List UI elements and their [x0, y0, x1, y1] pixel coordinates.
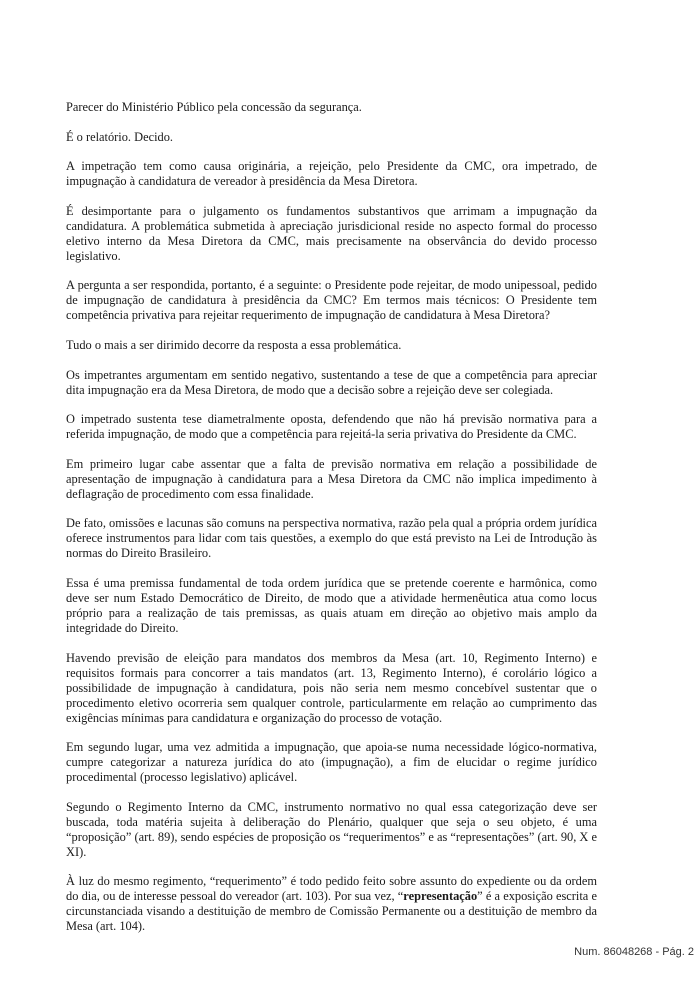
paragraph-last [66, 874, 597, 934]
page-footer-reference: Num. 86048268 - Pág. 2 [574, 946, 694, 958]
paragraph: Em primeiro lugar cabe assentar que a falta de previsão normativa em relação a possibilidade de apresentação de impugnação à candidatura para a Mesa Diretora da CMC não implica impedimento à deflagração de procedimento com essa finalidade. [66, 456, 597, 501]
paragraph-text: À luz do mesmo regimento, “requerimento” é todo pedido feito sobre assunto do expediente ou da ordem do dia, ou de interesse pessoal do vereador (art. 103). Por sua vez, “ [66, 874, 597, 904]
paragraph: A pergunta a ser respondida, portanto, é a seguinte: o Presidente pode rejeitar, de modo unipessoal, pedido de impugnação de candidatura à presidência da CMC? Em termos mais técnicos: O Presidente tem competência privativa para rejeitar requerimento de impugnação de candidatura à Mesa Diretora? [66, 278, 597, 323]
document-body [66, 100, 597, 949]
paragraph: O impetrado sustenta tese diametralmente oposta, defendendo que não há previsão normativa para a referida impugnação, de modo que a competência para rejeitá-la seria privativa do Presidente da CMC. [66, 412, 597, 442]
paragraph: Segundo o Regimento Interno da CMC, instrumento normativo no qual essa categorização deve ser buscada, toda matéria sujeita à deliberação do Plenário, qualquer que seja o seu objeto, é uma “proposição” (art. 89), sendo espécies de proposição os “requerimentos” e as “representações” (art. 90, X e XI). [66, 799, 597, 859]
paragraph-text: ” é a exposição escrita e circunstanciada visando a destituição de membro de Comissão Permanente ou a destituição de membro da Mesa (art. 104). [66, 889, 597, 934]
paragraph: É desimportante para o julgamento os fundamentos substantivos que arrimam a impugnação da candidatura. A problemática submetida à apreciação jurisdicional reside no aspecto formal do processo eletivo interno da Mesa Diretora da CMC, mais precisamente na observância do devido processo legislativo. [66, 203, 597, 263]
bold-term-representacao: representação [403, 889, 478, 904]
paragraph: Os impetrantes argumentam em sentido negativo, sustentando a tese de que a competência para apreciar dita impugnação era da Mesa Diretora, de modo que a decisão sobre a rejeição deve ser colegiada. [66, 367, 597, 397]
paragraph: Parecer do Ministério Público pela concessão da segurança. [66, 100, 362, 114]
paragraph: A impetração tem como causa originária, a rejeição, pelo Presidente da CMC, ora impetrado, de impugnação à candidatura de vereador à presidência da Mesa Diretora. [66, 159, 597, 189]
paragraph: Tudo o mais a ser dirimido decorre da resposta a essa problemática. [66, 337, 402, 352]
paragraph: Essa é uma premissa fundamental de toda ordem jurídica que se pretende coerente e harmônica, como deve ser num Estado Democrático de Direito, de modo que a atividade hermenêutica atua como locus próprio para a realização de tais premissas, as quais atuam em direção ao objetivo mais amplo da integridade do Direito. [66, 575, 597, 635]
paragraph: É o relatório. Decido. [66, 129, 174, 144]
paragraph: Havendo previsão de eleição para mandatos dos membros da Mesa (art. 10, Regimento Interno) e requisitos formais para concorrer a tais mandatos (art. 13, Regimento Interno), é corolário lógico a possibilidade de impugnação à candidatura, pois não seria nem mesmo concebível sustentar que o procedimento eletivo ocorreria sem qualquer controle, particularmente em relação ao cumprimento das exigências mínimas para candidatura e organização do processo de votação. [66, 650, 597, 725]
paragraph: Em segundo lugar, uma vez admitida a impugnação, que apoia-se numa necessidade lógico-normativa, cumpre categorizar a natureza jurídica do ato (impugnação), a fim de elucidar o regime jurídico procedimental (processo legislativo) aplicável. [66, 740, 597, 785]
paragraph: De fato, omissões e lacunas são comuns na perspectiva normativa, razão pela qual a própria ordem jurídica oferece instrumentos para lidar com tais questões, a exemplo do que está previsto na Lei de Introdução às normas do Direito Brasileiro. [66, 516, 597, 561]
